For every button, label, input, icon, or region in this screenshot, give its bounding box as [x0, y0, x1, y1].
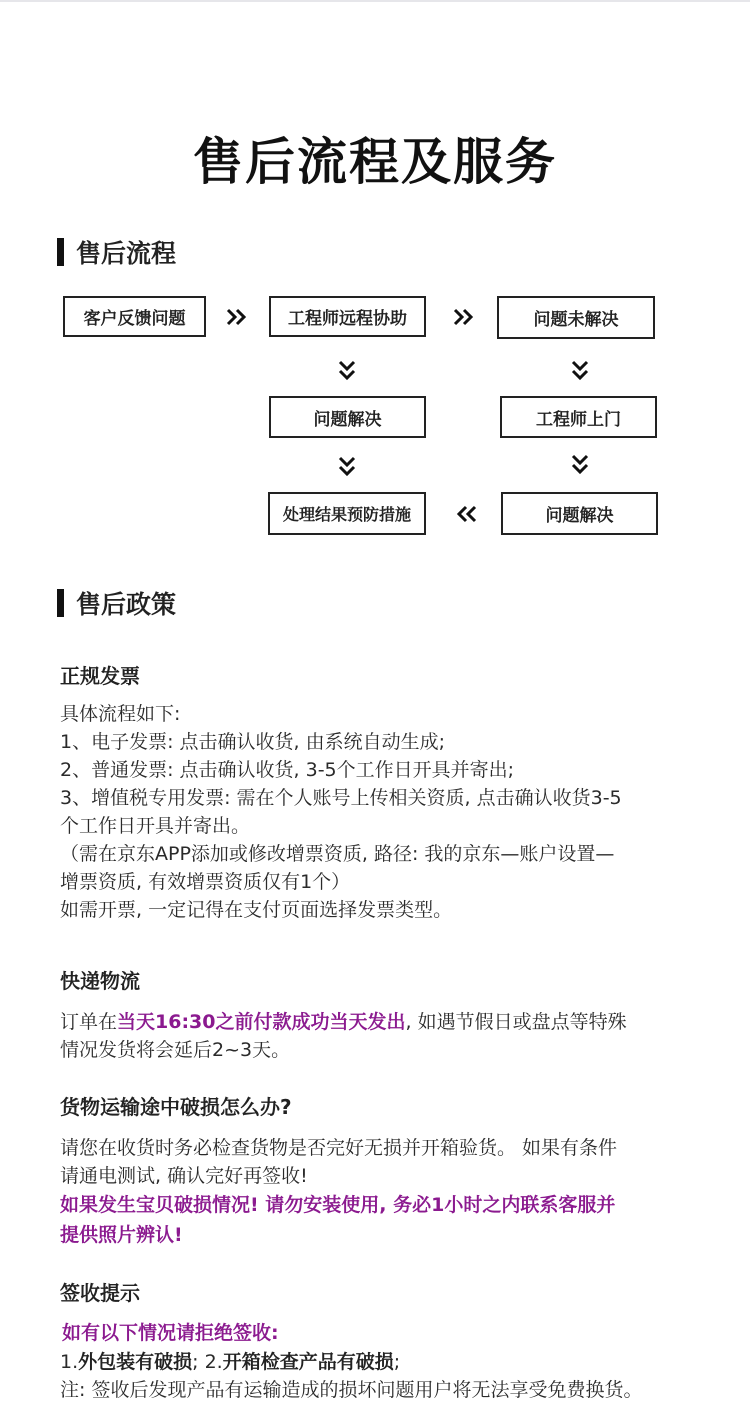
invoice-line: 增票资质, 有效增票资质仅有1个）	[60, 871, 351, 893]
invoice-line: 个工作日开具并寄出。	[60, 815, 251, 837]
receipt-section	[60, 1278, 710, 1404]
shipping-suffix: , 如遇节假日或盘点等特殊	[405, 1011, 627, 1033]
flow-step-remote-assist: 工程师远程协助	[269, 296, 426, 337]
double-chevron-left-icon	[451, 499, 481, 529]
double-chevron-down-icon	[565, 450, 595, 480]
section-title-policy: 售后政策	[76, 590, 177, 619]
receipt-items	[60, 1348, 710, 1376]
receipt-item-outer-damage: 外包装有破损	[78, 1351, 193, 1373]
shipping-cutoff-highlight: 当天16:30之前付款成功当天发出	[117, 1011, 406, 1033]
invoice-line: 1、电子发票: 点击确认收货, 由系统自动生成;	[60, 731, 446, 753]
section-marker	[57, 238, 64, 266]
receipt-item-separator: ; 2.	[192, 1351, 223, 1373]
damage-warning: 如果发生宝贝破损情况! 请勿安装使用, 务必1小时之内联系客服并	[60, 1194, 616, 1216]
top-divider	[0, 0, 750, 2]
shipping-heading: 快递物流	[60, 969, 140, 993]
double-chevron-down-icon	[565, 356, 595, 386]
flow-step-preventive-measures: 处理结果预防措施	[268, 492, 426, 535]
invoice-section	[60, 661, 710, 924]
flow-step-onsite-engineer: 工程师上门	[500, 396, 657, 438]
receipt-item-end: ;	[393, 1351, 401, 1373]
receipt-heading: 签收提示	[60, 1281, 140, 1305]
section-title-process: 售后流程	[76, 239, 177, 268]
flow-step-resolved: 问题解决	[269, 396, 426, 438]
section-marker	[57, 589, 64, 617]
invoice-line: 具体流程如下:	[60, 703, 181, 725]
double-chevron-down-icon	[332, 452, 362, 482]
double-chevron-down-icon	[332, 356, 362, 386]
receipt-item-product-damage: 开箱检查产品有破损	[222, 1351, 394, 1373]
shipping-line: 情况发货将会延后2~3天。	[60, 1039, 291, 1061]
receipt-refuse-notice: 如有以下情况请拒绝签收:	[62, 1322, 279, 1344]
invoice-heading: 正规发票	[60, 664, 140, 688]
flow-step-customer-feedback: 客户反馈问题	[63, 296, 206, 337]
double-chevron-right-icon	[222, 302, 252, 332]
damage-line: 请您在收货时务必检查货物是否完好无损并开箱验货。 如果有条件	[60, 1137, 618, 1159]
page-title: 售后流程及服务	[193, 133, 557, 191]
invoice-line: （需在京东APP添加或修改增票资质, 路径: 我的京东—账户设置—	[60, 843, 615, 865]
flow-step-resolved-final: 问题解决	[501, 492, 658, 535]
receipt-item-number: 1.	[60, 1351, 79, 1373]
invoice-line: 2、普通发票: 点击确认收货, 3-5个工作日开具并寄出;	[60, 759, 515, 781]
double-chevron-right-icon	[449, 302, 479, 332]
receipt-note: 注: 签收后发现产品有运输造成的损坏问题用户将无法享受免费换货。	[60, 1379, 643, 1401]
damage-heading: 货物运输途中破损怎么办?	[60, 1095, 292, 1119]
shipping-line	[60, 1008, 710, 1036]
shipping-section	[60, 966, 710, 1064]
damage-line: 请通电测试, 确认完好再签收!	[60, 1165, 308, 1187]
flow-step-unresolved: 问题未解决	[497, 296, 655, 339]
damage-warning: 提供照片辨认!	[60, 1224, 183, 1246]
section-heading-policy	[57, 588, 176, 618]
section-heading-process	[57, 237, 176, 267]
shipping-prefix: 订单在	[60, 1011, 118, 1033]
invoice-line: 如需开票, 一定记得在支付页面选择发票类型。	[60, 899, 453, 921]
invoice-line: 3、增值税专用发票: 需在个人账号上传相关资质, 点击确认收货3-5	[60, 787, 622, 809]
damage-section	[60, 1092, 710, 1250]
